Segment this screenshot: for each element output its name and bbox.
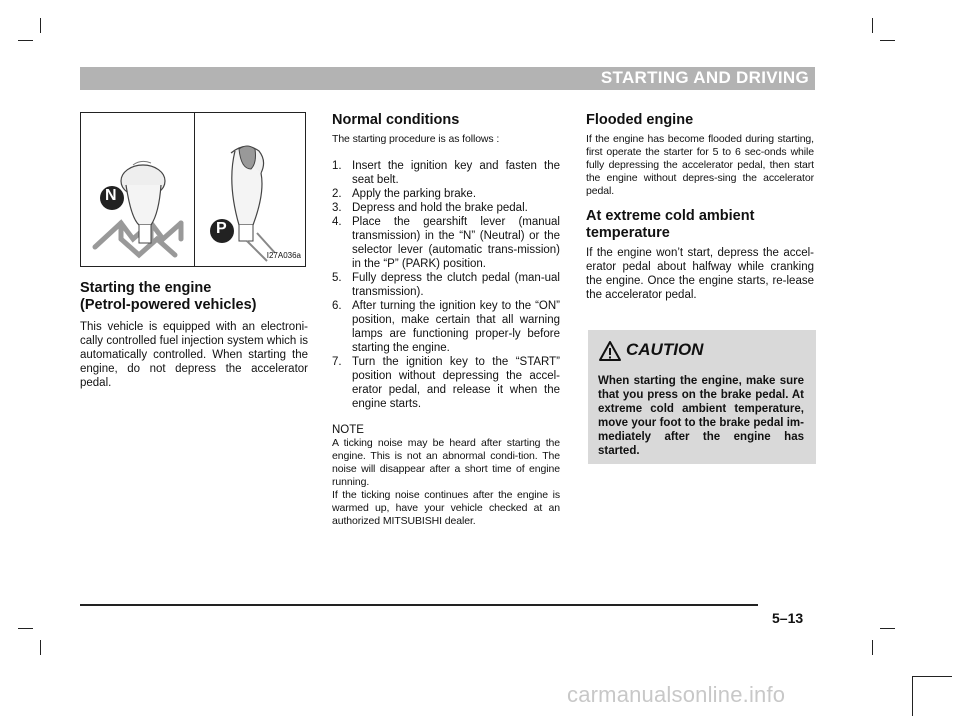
crop-mark	[912, 676, 913, 716]
gear-lever-figure	[80, 112, 306, 267]
crop-mark	[880, 40, 895, 41]
list-item: 3. Depress and hold the brake pedal.	[332, 202, 528, 214]
caution-text: When starting the engine, make sure that you press on the brake pedal. At extreme cold ambient temperature, move your foot to the brake pedal im-mediately after the engine has started.	[598, 375, 804, 457]
list-item: 4. Place the gearshift lever (manual transmission) in the “N” (Neutral) or the selector lever (automatic trans-mission) in the “P” (PARK) position.	[332, 216, 560, 270]
crop-mark	[18, 628, 33, 629]
procedure-steps	[332, 159, 560, 411]
crop-mark	[18, 40, 33, 41]
heading-extreme-cold: At extreme cold ambient temperature	[586, 208, 755, 241]
warning-triangle-icon	[598, 340, 622, 362]
watermark: carmanualsonline.info	[567, 682, 786, 707]
crop-mark	[872, 18, 873, 33]
column-left	[80, 112, 308, 390]
section-header-band	[80, 67, 815, 90]
park-marker-label: P	[216, 220, 227, 237]
list-item: 2. Apply the parking brake.	[332, 188, 477, 200]
caution-box	[588, 330, 816, 464]
column-middle	[332, 112, 560, 528]
note-paragraph-2: If the ticking noise continues after the engine is warmed up, have your vehicle checked at an authorized MITSUBISHI dealer.	[332, 489, 560, 527]
crop-mark	[880, 628, 895, 629]
crop-mark	[872, 640, 873, 655]
section-title: STARTING AND DRIVING	[600, 68, 809, 87]
figure-code: I27A036a	[266, 251, 301, 260]
automatic-selector-illustration	[195, 113, 307, 266]
heading-normal-conditions: Normal conditions	[332, 112, 460, 128]
page-number: 5–13	[772, 610, 804, 626]
column-right	[586, 112, 814, 302]
heading-flooded-engine: Flooded engine	[586, 112, 694, 128]
note-label: NOTE	[332, 424, 364, 436]
list-item: 1. Insert the ignition key and fasten the seat belt.	[332, 160, 560, 186]
list-item: 6. After turning the ignition key to the “ON” position, make certain that all warning lamps are functioning proper-ly before starting the engine.	[332, 300, 560, 354]
extreme-cold-body: If the engine won’t start, depress the accel-erator pedal about halfway while cranking the engine. Once the engine starts, re-lease the accelerator pedal.	[586, 247, 814, 301]
list-item: 5. Fully depress the clutch pedal (man-ual transmission).	[332, 272, 560, 298]
list-item: 7. Turn the ignition key to the “START” position without depressing the accel-erator pedal, and release it when the engine starts.	[332, 356, 560, 410]
procedure-intro: The starting procedure is as follows :	[332, 133, 500, 145]
manual-shifter-illustration	[81, 113, 193, 266]
crop-mark	[912, 676, 952, 677]
neutral-marker-label: N	[105, 187, 117, 204]
flooded-engine-body: If the engine has become flooded during starting, first operate the starter for 5 to 6 sec-onds while fully depressing the accelerator pedal, then start the engine without depres-sing the accelerator pedal.	[586, 133, 814, 197]
crop-mark	[40, 640, 41, 655]
footer-rule	[80, 604, 758, 606]
heading-starting-engine: Starting the engine (Petrol-powered vehicles)	[80, 280, 257, 313]
crop-mark	[40, 18, 41, 33]
caution-title: CAUTION	[626, 340, 704, 359]
starting-engine-body: This vehicle is equipped with an electroni-cally controlled fuel injection system which is automatically controlled. When starting the engine, do not depress the accelerator pedal.	[80, 321, 308, 389]
note-paragraph-1: A ticking noise may be heard after starting the engine. This is not an abnormal condi-tion. The noise will disappear after a short time of engine running.	[332, 437, 560, 488]
